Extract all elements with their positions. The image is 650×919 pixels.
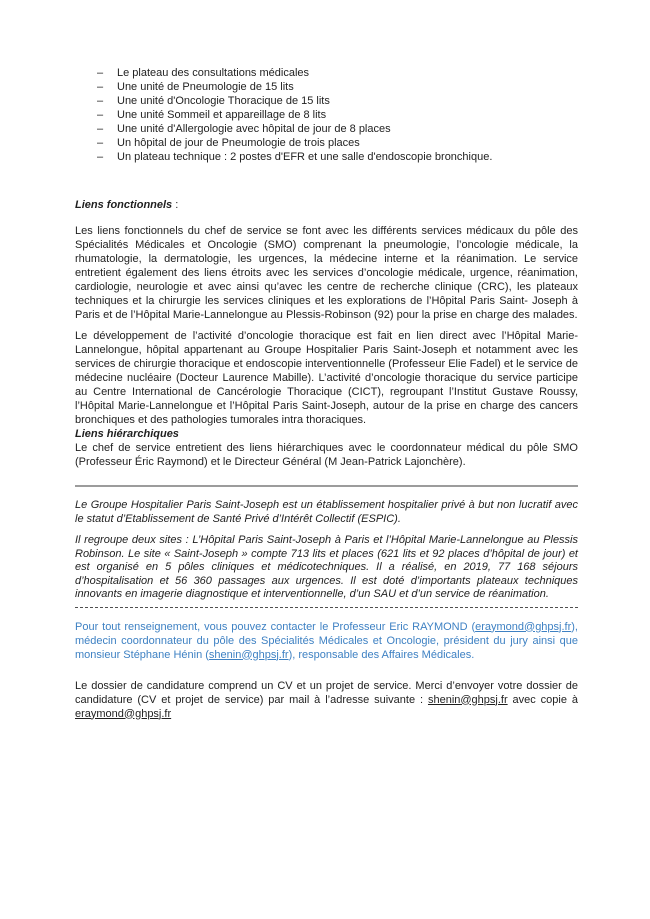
dash-bullet: – [97, 123, 104, 135]
list-item-text: Une unité d'Oncologie Thoracique de 15 lits [117, 95, 330, 107]
list-item-text: Une unité d'Allergologie avec hôpital de jour de 8 places [117, 123, 391, 135]
contact-paragraph [75, 620, 578, 662]
contact-text: ), responsable des Affaires Médicales. [288, 648, 475, 661]
group-presentation-paragraph-1: Le Groupe Hospitalier Paris Saint-Joseph est un établissement hospitalier privé à but non lucratif avec le statut d’Etablissement de Santé Privé d’Intérêt Collectif (ESPIC). [75, 499, 578, 525]
list-item [75, 122, 578, 136]
functional-links-paragraph-2: Le développement de l’activité d’oncologie thoracique est fait en lien direct avec l’Hôpital Marie-Lannelongue, hôpital appartenant au Groupe Hospitalier Paris Saint-Joseph et notamment avec les services de chirurgie thoracique et endoscopie interventionnelle (Professeur Elie Fadel) et le service de médecine nucléaire (Docteur Laurence Mabille). L’activité d’oncologie thoracique du service participe au Centre International de Cancérologie Thoracique (CICT), regroupant l’Institut Gustave Roussy, l’Hôpital Marie-Lannelongue et l’Hôpital Paris Saint-Joseph, autour de la prise en charge des cancers bronchiques et des pathologies tumorales intra thoraciques. [75, 330, 578, 426]
list-item [75, 94, 578, 108]
list-item-text: Un hôpital de jour de Pneumologie de trois places [117, 137, 360, 149]
group-presentation-block [75, 499, 578, 602]
dash-bullet: – [97, 95, 104, 107]
list-item [75, 136, 578, 150]
list-item-text: Une unité de Pneumologie de 15 lits [117, 81, 294, 93]
section-heading-hierarchical-links: Liens hiérarchiques [75, 428, 179, 440]
functional-links-paragraph-1: Les liens fonctionnels du chef de service se font avec les différents services médicaux du pôle des Spécialités Médicales et Oncologie (SMO) comprenant la pneumologie, l’oncologie médicale, la rhumatologie, la dermatologie, les urgences, la médecine interne et la réanimation. Le service entretient également des liens étroits avec les services d’oncologie médicale, urgence, réanimation, cardiologie, neurologie et avec ainsi qu’avec les centre de recherche clinique (CRC), les plateaux techniques et la chirurgie les services cliniques et les explorations de l’Hôpital Paris Saint- Joseph à Paris et de l’Hôpital Marie-Lannelongue au Plessis-Robinson (92) pour la prise en charge des malades. [75, 225, 578, 321]
list-item [75, 66, 578, 80]
heading-colon: : [172, 199, 179, 211]
contact-text: ), médecin coordonnateur du pôle des Spécialités Médicales et Oncologie, président du jury ainsi que monsieur Stéphane Hénin ( [75, 620, 578, 661]
email-link-eraymond-application[interactable]: eraymond@ghpsj.fr [75, 707, 172, 720]
application-text: avec copie à [507, 693, 578, 706]
heading-text: Liens fonctionnels [75, 199, 173, 211]
section-heading-functional-links [75, 198, 578, 212]
dashed-divider [75, 607, 578, 608]
email-link-eraymond[interactable]: eraymond@ghpsj.fr [475, 620, 572, 633]
application-paragraph [75, 679, 578, 721]
list-item-text: Un plateau technique : 2 postes d'EFR et une salle d'endoscopie bronchique. [117, 151, 493, 163]
list-item [75, 80, 578, 94]
list-item-text: Le plateau des consultations médicales [117, 67, 310, 79]
list-item [75, 150, 578, 164]
contact-text: Pour tout renseignement, vous pouvez contacter le Professeur Eric RAYMOND ( [75, 620, 476, 633]
group-presentation-paragraph-2: Il regroupe deux sites : L’Hôpital Paris Saint-Joseph à Paris et l’Hôpital Marie-Lannelongue au Plessis Robinson. Le site « Saint-Joseph » compte 713 lits et places (621 lits et 92 places d’hôpital de jour) et est organisé en 5 pôles cliniques et médicotechniques. Il a réalisé, en 2019, 77 168 séjours d’hospitalisation et 56 360 passages aux urgences. Il est doté d’importants plateaux techniques innovants en imagerie diagnostique et interventionnelle, d’un SAU et d’un service de réanimation. [75, 534, 578, 600]
email-link-shenin[interactable]: shenin@ghpsj.fr [208, 648, 289, 661]
email-link-shenin-application[interactable]: shenin@ghpsj.fr [427, 693, 508, 706]
application-text: Le dossier de candidature comprend un CV et un projet de service. Merci d’envoyer votre dossier de candidature (CV et projet de service) par mail à l’adresse suivante : [75, 679, 578, 706]
dash-bullet: – [97, 137, 104, 149]
dash-bullet: – [97, 109, 104, 121]
dash-bullet: – [97, 67, 104, 79]
hierarchical-links-paragraph: Le chef de service entretient des liens hiérarchiques avec le coordonnateur médical du pôle SMO (Professeur Éric Raymond) et le Directeur Général (M Jean-Patrick Lajonchère). [75, 442, 578, 468]
dash-bullet: – [97, 81, 104, 93]
section-divider [75, 485, 578, 487]
facilities-list [75, 66, 578, 164]
list-item-text: Une unité Sommeil et appareillage de 8 lits [117, 109, 327, 121]
dash-bullet: – [97, 151, 104, 163]
list-item [75, 108, 578, 122]
